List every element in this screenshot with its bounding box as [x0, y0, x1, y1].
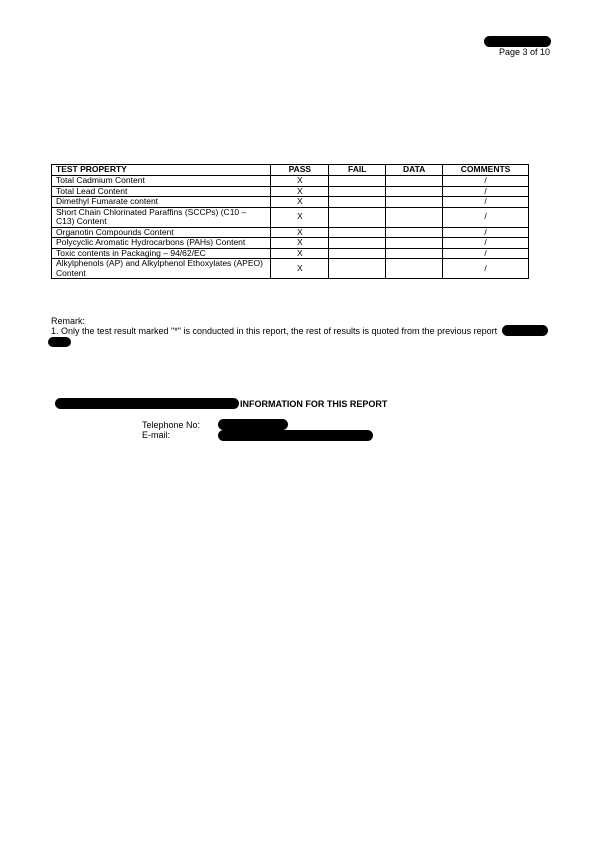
cell-pass: X: [271, 207, 329, 227]
cell-pass: X: [271, 227, 329, 238]
cell-fail: [329, 207, 386, 227]
cell-data: [386, 197, 443, 208]
table-row: [52, 238, 529, 249]
cell-data: [386, 259, 443, 279]
redacted-telephone: [218, 419, 288, 430]
cell-pass: X: [271, 197, 329, 208]
cell-data: [386, 227, 443, 238]
table-row: [52, 259, 529, 279]
cell-fail: [329, 259, 386, 279]
header-test-property: TEST PROPERTY: [52, 165, 271, 176]
cell-pass: X: [271, 176, 329, 187]
cell-comments: /: [443, 259, 529, 279]
cell-comments: /: [443, 176, 529, 187]
redacted-report-number: [484, 36, 551, 47]
cell-comments: /: [443, 238, 529, 249]
cell-property: Total Cadmium Content: [52, 176, 271, 187]
cell-fail: [329, 176, 386, 187]
cell-property: Dimethyl Fumarate content: [52, 197, 271, 208]
cell-property: Organotin Compounds Content: [52, 227, 271, 238]
cell-property: Short Chain Chlorinated Paraffins (SCCPs) (C10 – C13) Content: [52, 207, 271, 227]
cell-property: Alkylphenols (AP) and Alkylphenol Ethoxylates (APEO) Content: [52, 259, 271, 279]
cell-pass: X: [271, 238, 329, 249]
redacted-report-reference: [502, 325, 548, 336]
table-row: [52, 227, 529, 238]
table-row: [52, 186, 529, 197]
cell-pass: X: [271, 248, 329, 259]
redacted-report-reference-continued: [48, 337, 71, 347]
remark-line: 1. Only the test result marked "*" is conducted in this report, the rest of results is quoted from the previous report: [51, 326, 498, 336]
cell-comments: /: [443, 248, 529, 259]
remark-title: Remark:: [51, 316, 86, 326]
cell-comments: /: [443, 197, 529, 208]
cell-fail: [329, 238, 386, 249]
header-comments: COMMENTS: [443, 165, 529, 176]
table-row: [52, 207, 529, 227]
cell-data: [386, 238, 443, 249]
email-label: E-mail:: [142, 430, 171, 440]
table-header-row: [52, 165, 529, 176]
test-results-table: [51, 164, 529, 279]
header-data: DATA: [386, 165, 443, 176]
table-row: [52, 197, 529, 208]
cell-pass: X: [271, 186, 329, 197]
cell-comments: /: [443, 207, 529, 227]
cell-property: Total Lead Content: [52, 186, 271, 197]
telephone-label: Telephone No:: [142, 420, 201, 430]
table-row: [52, 176, 529, 187]
cell-pass: X: [271, 259, 329, 279]
cell-fail: [329, 197, 386, 208]
redacted-company-name: [55, 398, 239, 409]
cell-fail: [329, 186, 386, 197]
cell-data: [386, 248, 443, 259]
cell-data: [386, 207, 443, 227]
cell-fail: [329, 227, 386, 238]
cell-property: Polycyclic Aromatic Hydrocarbons (PAHs) Content: [52, 238, 271, 249]
cell-data: [386, 176, 443, 187]
cell-fail: [329, 248, 386, 259]
page-number: Page 3 of 10: [498, 47, 550, 57]
header-fail: FAIL: [329, 165, 386, 176]
cell-data: [386, 186, 443, 197]
cell-comments: /: [443, 186, 529, 197]
table-row: [52, 248, 529, 259]
cell-property: Toxic contents in Packaging – 94/62/EC: [52, 248, 271, 259]
header-pass: PASS: [271, 165, 329, 176]
redacted-email: [218, 430, 373, 441]
info-heading: INFORMATION FOR THIS REPORT: [240, 399, 388, 409]
cell-comments: /: [443, 227, 529, 238]
